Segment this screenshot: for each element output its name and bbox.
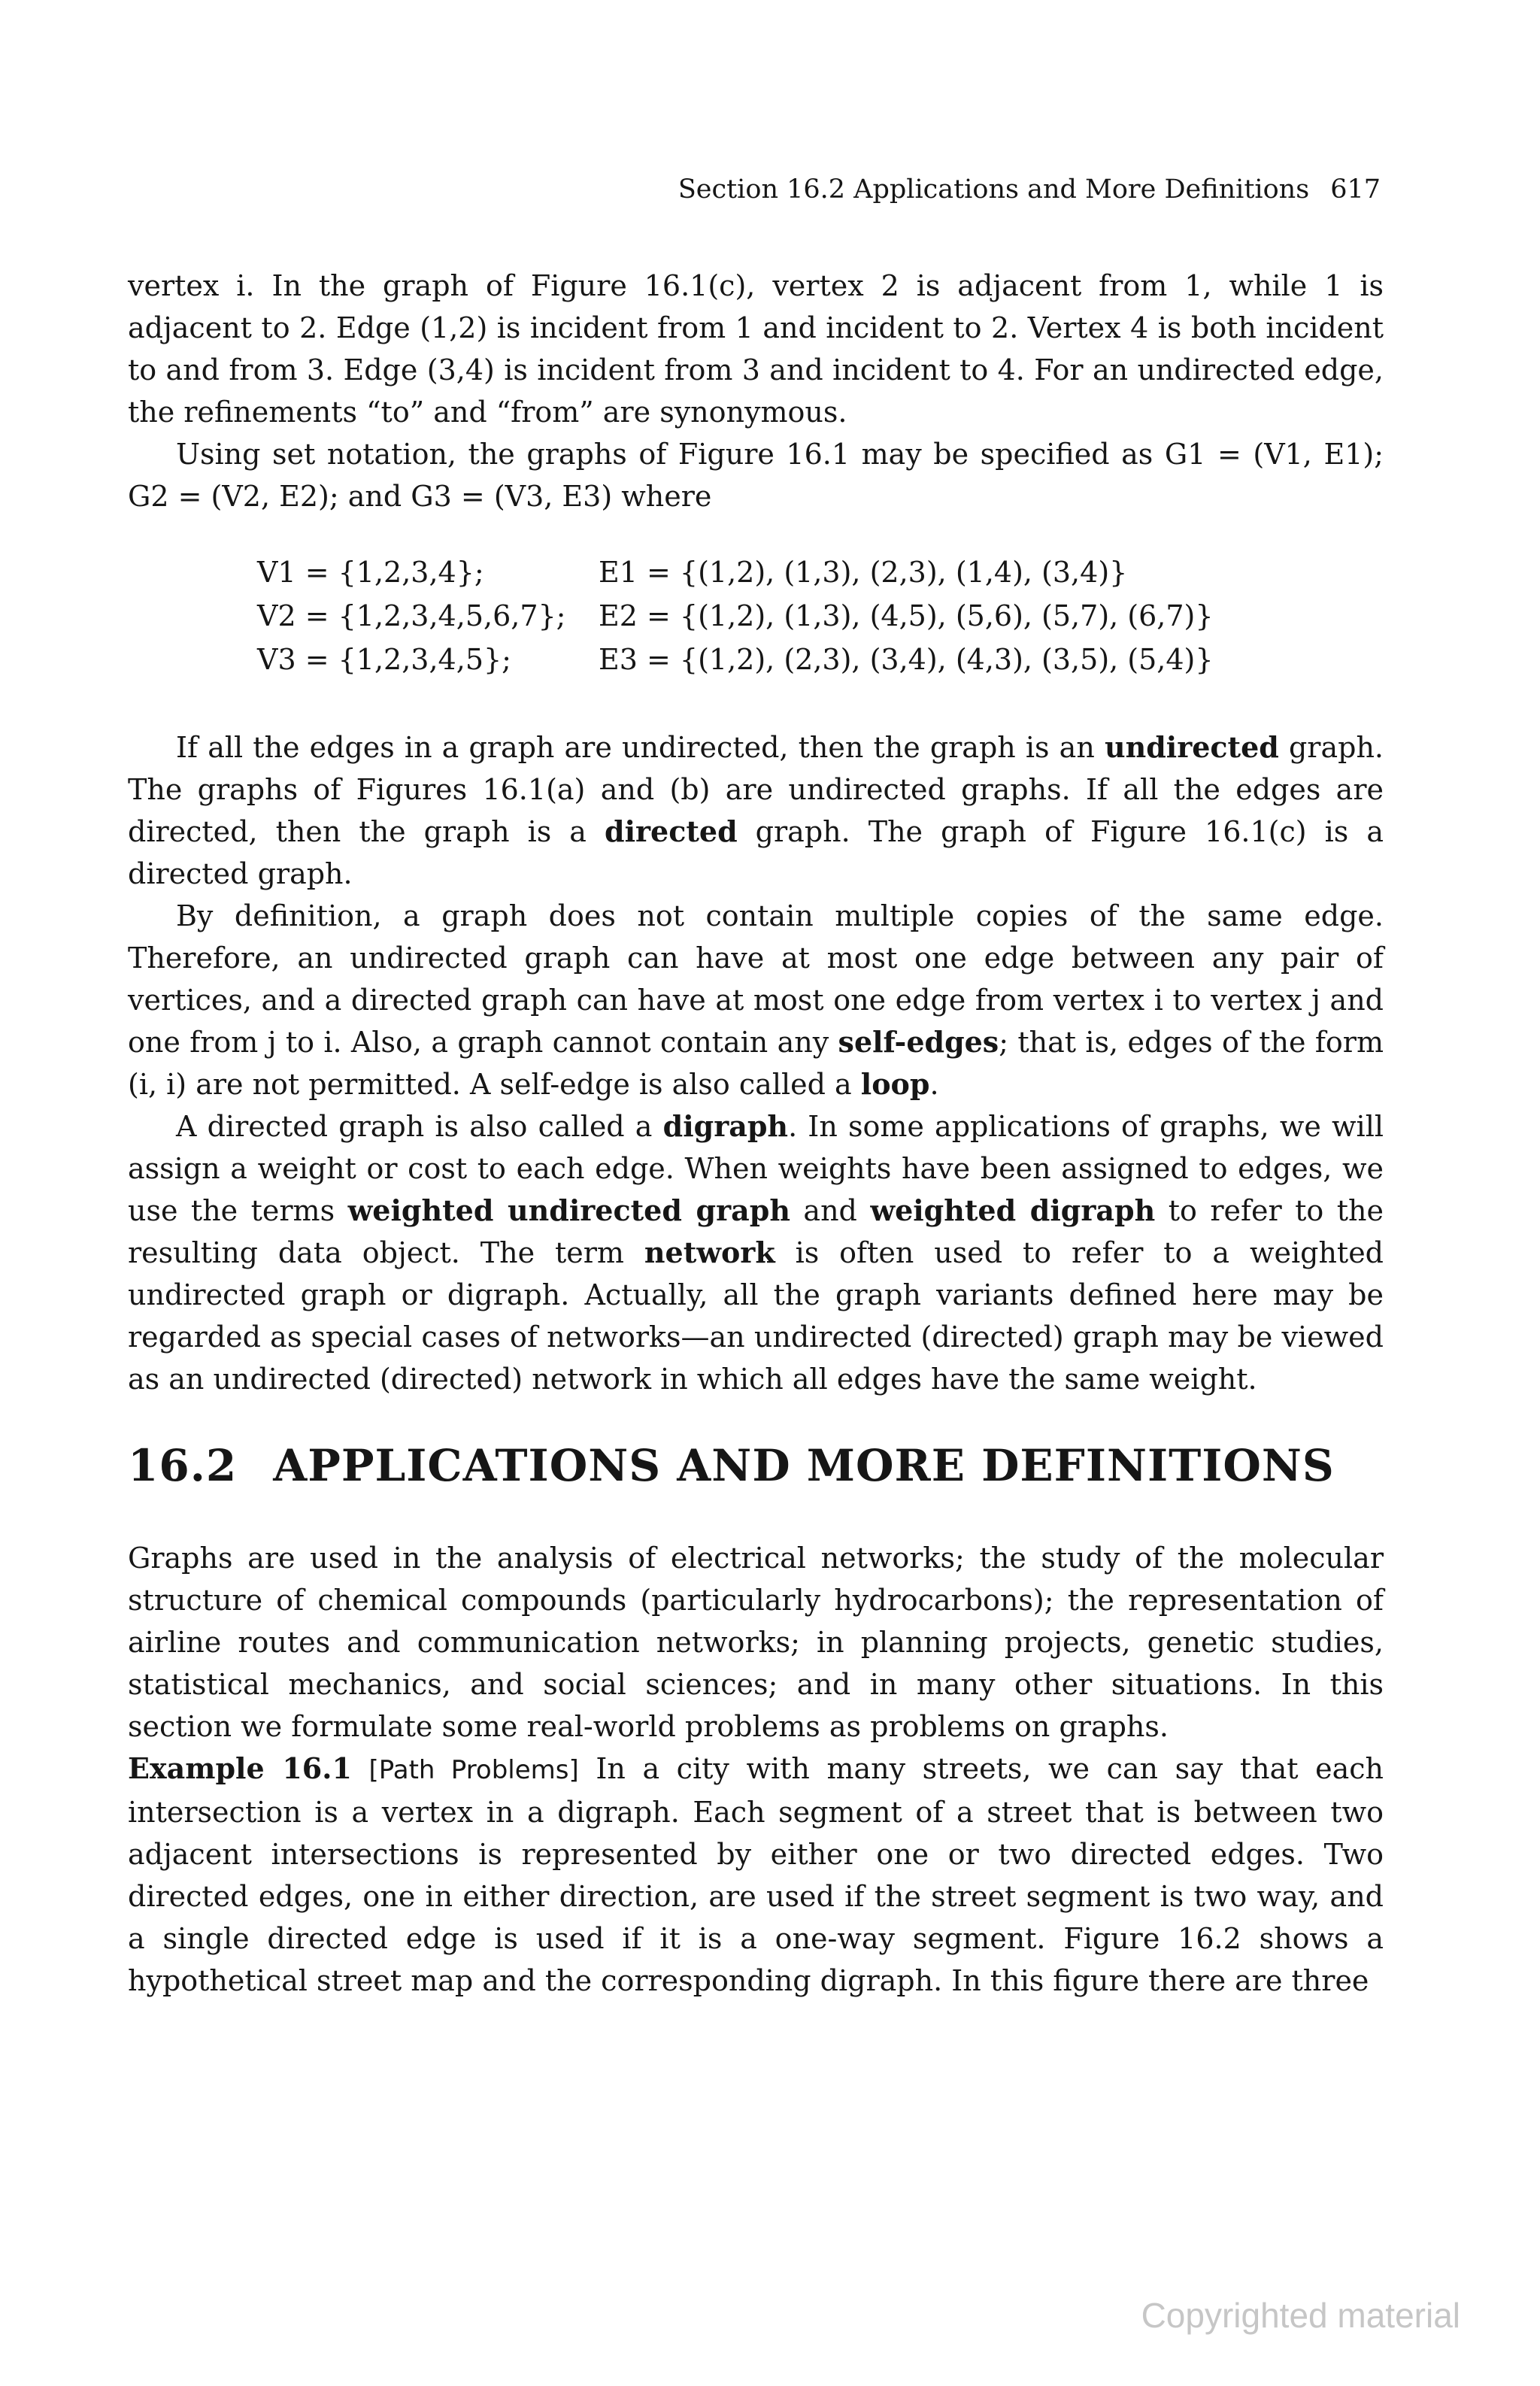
edge-set-e3: E3 = {(1,2), (2,3), (3,4), (4,3), (3,5), (5,4)} bbox=[599, 643, 1214, 676]
example-label: Example 16.1 bbox=[128, 1751, 352, 1785]
text-run: A directed graph is also called a bbox=[176, 1110, 663, 1143]
vertex-set-v1: V1 = {1,2,3,4}; bbox=[257, 556, 484, 589]
term-undirected: undirected bbox=[1104, 730, 1279, 764]
example-topic: [Path Problems] bbox=[368, 1755, 579, 1785]
text-run: graph. The graphs of Figures 16.1(a) and (b) are undirected graphs. If all the edges are directed, then the graph is a bbox=[128, 731, 1384, 848]
paragraph-applications: Graphs are used in the analysis of electrical networks; the study of the molecular structure of chemical compounds (particularly hydrocarbons); the representation of airline routes and communication networks; in planning projects, genetic studies, statistical mechanics, and social sciences; and in many other situations. In this section we formulate some real-world problems as problems on graphs. bbox=[128, 1542, 1384, 1743]
text-run: . In some applications of graphs, we will assign a weight or cost to each edge. When weights have been assigned to edges, we use the terms bbox=[128, 1110, 1384, 1227]
text-run: is often used to refer to a weighted undirected graph or digraph. Actually, all the graph variants defined here may be regarded as special cases of networks—an undirected (directed) graph may be viewed as an undirected (directed) network in which all edges have the same weight. bbox=[128, 1236, 1384, 1396]
edge-set-e1: E1 = {(1,2), (1,3), (2,3), (1,4), (3,4)} bbox=[599, 556, 1128, 589]
term-self-edges: self-edges bbox=[838, 1025, 999, 1059]
term-weighted-digraph: weighted digraph bbox=[870, 1193, 1156, 1227]
page-number: 617 bbox=[1330, 174, 1381, 205]
text-run: If all the edges in a graph are undirected, then the graph is an bbox=[176, 731, 1105, 764]
term-weighted-undirected-graph: weighted undirected graph bbox=[347, 1193, 790, 1227]
vertex-set-v2: V2 = {1,2,3,4,5,6,7}; bbox=[257, 599, 566, 632]
copyright-watermark: Copyrighted material bbox=[1141, 2296, 1460, 2335]
running-head bbox=[678, 174, 1381, 205]
running-title: Section 16.2 Applications and More Definitions bbox=[678, 174, 1310, 205]
set-row-g1 bbox=[257, 550, 1384, 594]
paragraph-self-edges bbox=[128, 895, 1384, 1105]
paragraph-undirected-directed bbox=[128, 726, 1384, 895]
term-loop: loop bbox=[860, 1067, 930, 1101]
text-run: graph. The graph of Figure 16.1(c) is a directed graph. bbox=[128, 815, 1384, 890]
section-title: APPLICATIONS AND MORE DEFINITIONS bbox=[273, 1440, 1335, 1491]
text-run: to refer to the resulting data object. The term bbox=[128, 1194, 1384, 1269]
example-text: In a city with many streets, we can say that each intersection is a vertex in a digraph. Each segment of a street that is between two adjacent intersections is represented by either one or two directed edges. Two directed edges, one in either direction, are used if the street segment is two way, and a single directed edge is used if it is a one-way segment. Figure 16.2 shows a hypothetical street map and the corresponding digraph. In this figure there are three bbox=[128, 1752, 1384, 1997]
text-run: By definition, a graph does not contain multiple copies of the same edge. Therefore, an undirected graph can have at most one edge between any pair of vertices, and a directed graph can have at most one edge from vertex i to vertex j and one from j to i. Also, a graph cannot contain any bbox=[128, 899, 1384, 1059]
paragraph-digraph-network bbox=[128, 1105, 1384, 1400]
term-network: network bbox=[644, 1235, 775, 1269]
text-run: . bbox=[929, 1068, 939, 1101]
set-row-g3 bbox=[257, 638, 1384, 681]
text-run: and bbox=[790, 1194, 871, 1227]
edge-set-e2: E2 = {(1,2), (1,3), (4,5), (5,6), (5,7), (6,7)} bbox=[599, 599, 1214, 632]
term-digraph: digraph bbox=[662, 1109, 789, 1143]
set-definitions bbox=[128, 550, 1384, 681]
paragraph-set-notation: Using set notation, the graphs of Figure 16.1 may be specified as G1 = (V1, E1); G2 = (V2, E2); and G3 = (V3, E3) where bbox=[128, 438, 1384, 513]
page-body bbox=[128, 265, 1384, 2002]
section-number: 16.2 bbox=[128, 1440, 238, 1491]
term-directed: directed bbox=[605, 814, 738, 848]
set-row-g2 bbox=[257, 594, 1384, 638]
section-heading bbox=[128, 1439, 1384, 1492]
vertex-set-v3: V3 = {1,2,3,4,5}; bbox=[257, 643, 511, 676]
paragraph-adjacency: vertex i. In the graph of Figure 16.1(c), vertex 2 is adjacent from 1, while 1 is adjacent to 2. Edge (1,2) is incident from 1 and incident to 2. Vertex 4 is both incident to and from 3. Edge (3,4) is incident from 3 and incident to 4. For an undirected edge, the refinements “to” and “from” are synonymous. bbox=[128, 269, 1384, 429]
example-16-1 bbox=[128, 1748, 1384, 2002]
text-run: ; that is, edges of the form (i, i) are not permitted. A self-edge is also called a bbox=[128, 1026, 1384, 1101]
